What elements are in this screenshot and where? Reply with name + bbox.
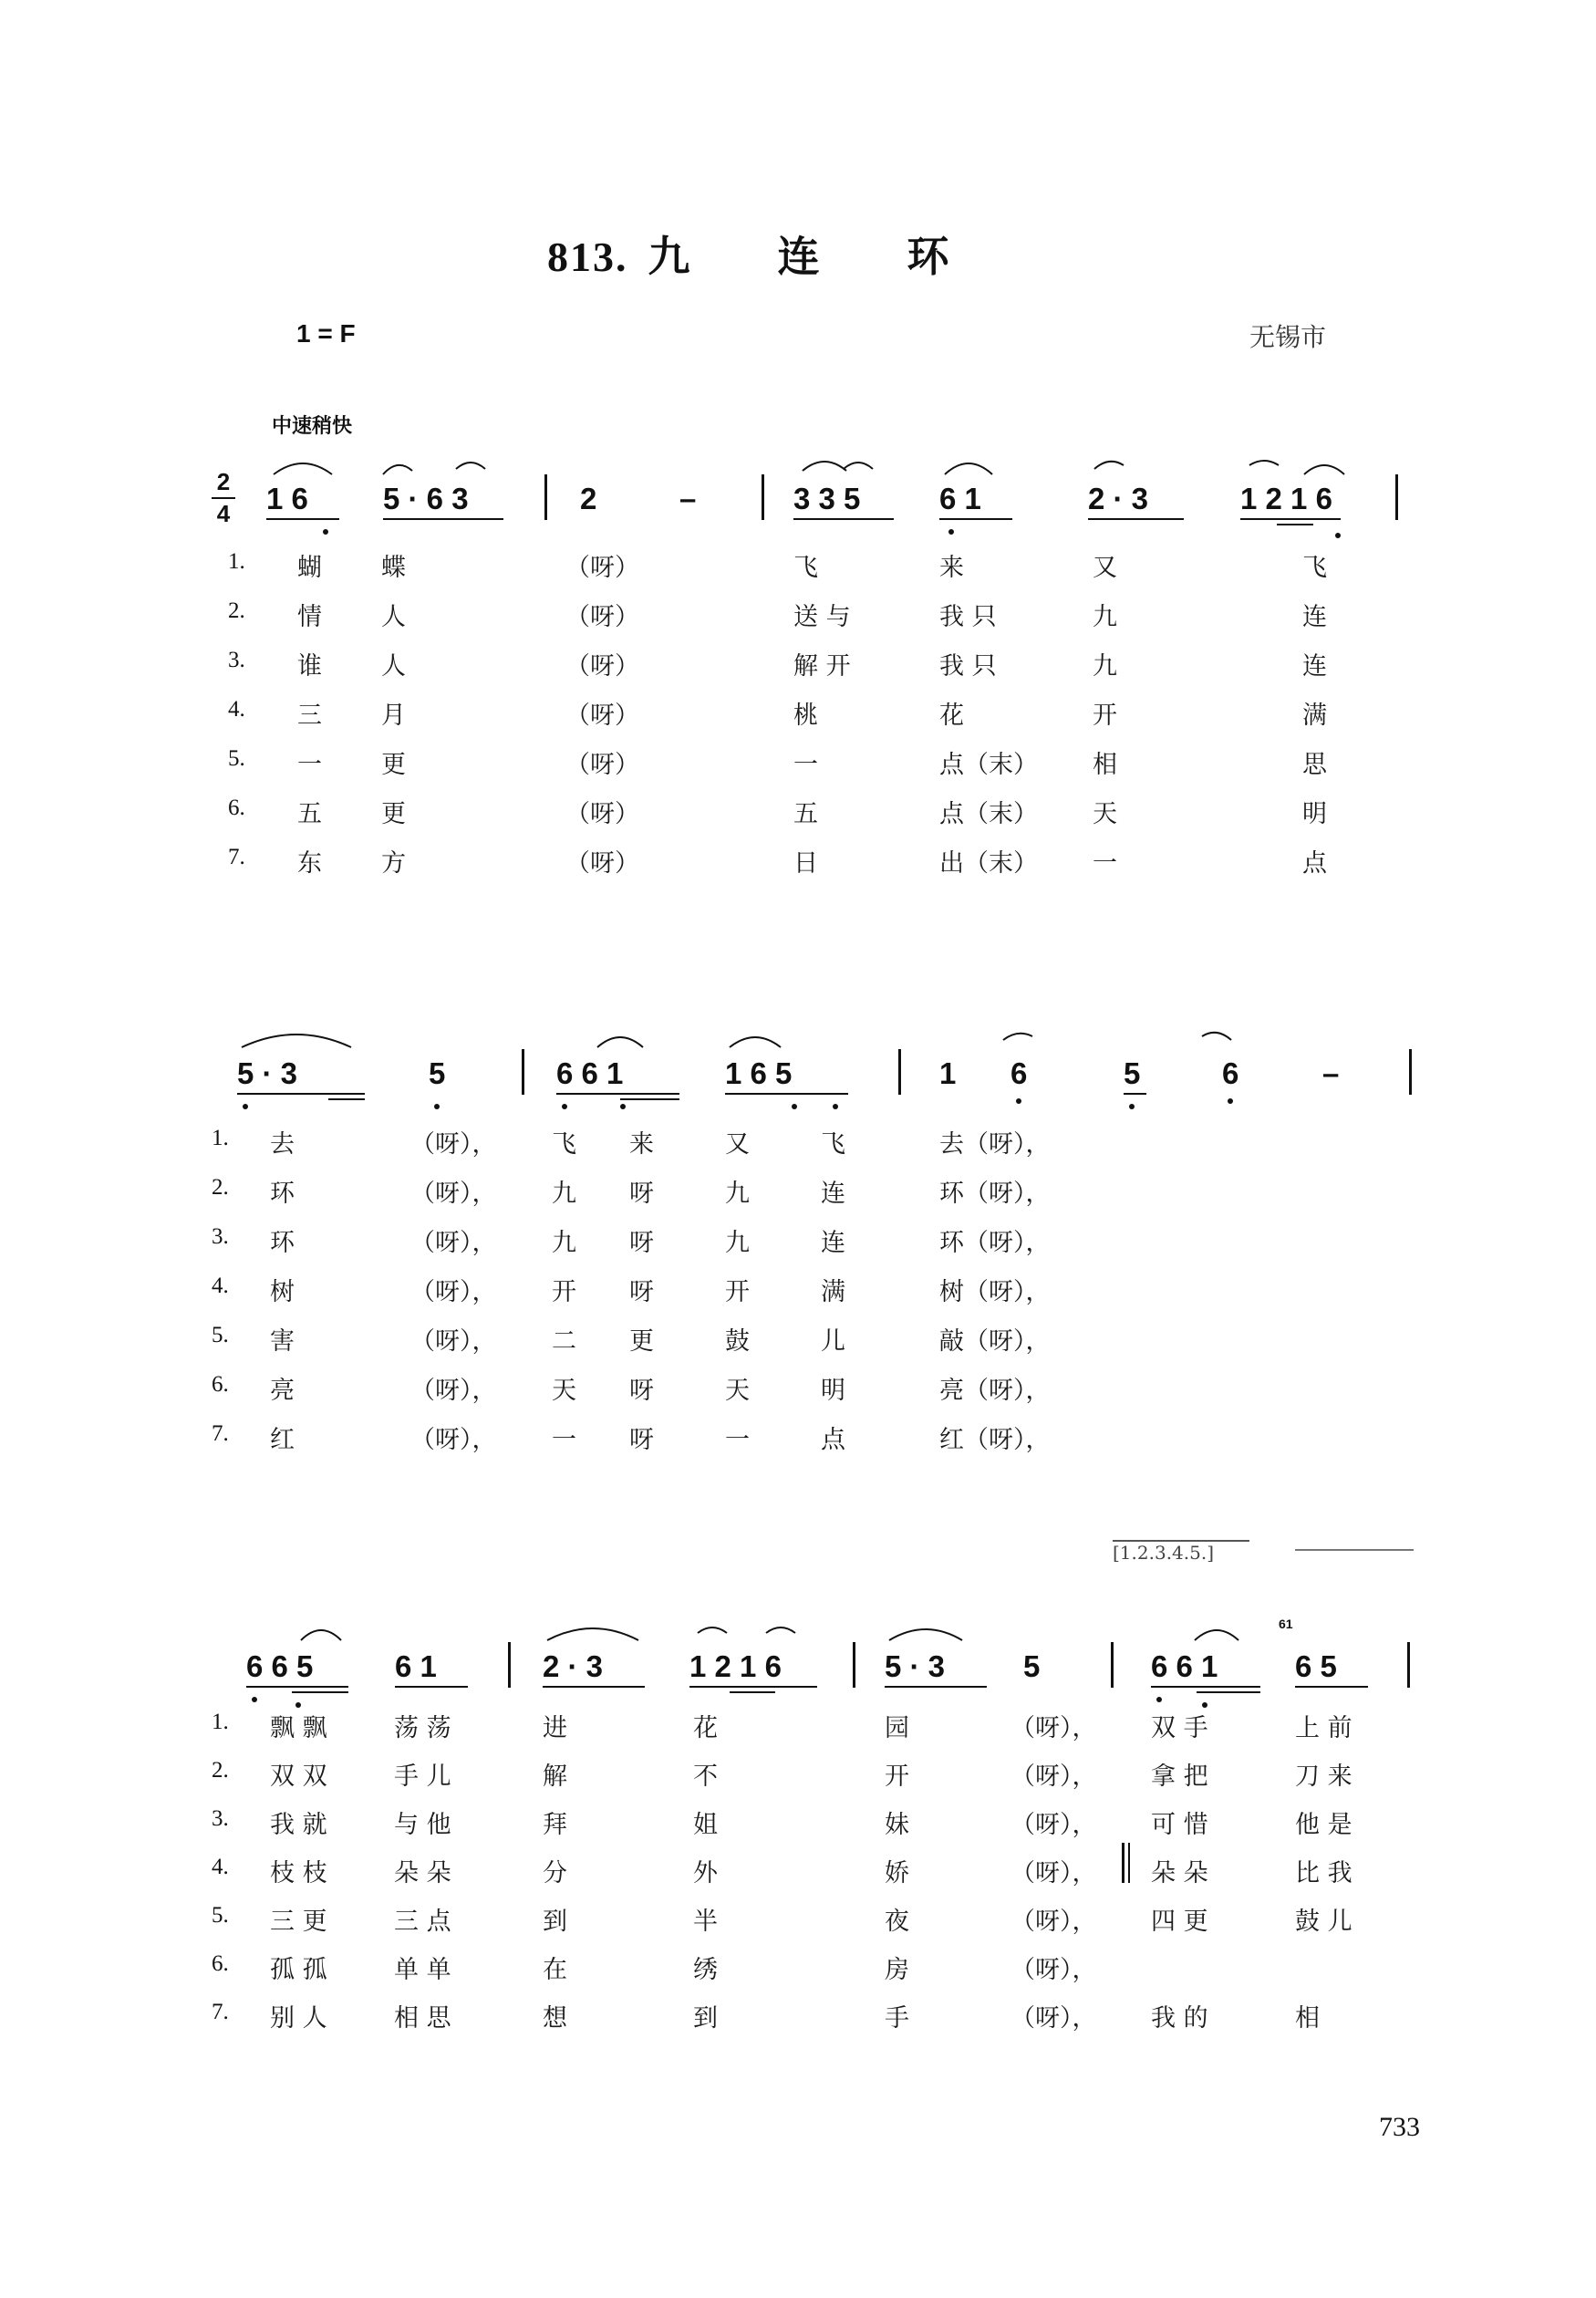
- note-group: 5 · 3: [237, 1056, 298, 1090]
- title-number: 813.: [547, 234, 628, 280]
- lyric-syllable: 一: [725, 1426, 750, 1454]
- lyric-syllable: 三 点: [394, 1908, 451, 1936]
- lyric-syllable: （呀）: [565, 603, 639, 631]
- lyric-syllable: 花: [939, 702, 964, 730]
- note-group: 1 6: [266, 482, 308, 515]
- note-group: 2: [580, 482, 597, 515]
- lyric-syllable: （呀），: [410, 1130, 497, 1159]
- lyric-syllable: 解 开: [793, 652, 851, 681]
- lyric-syllable: 飘 飘: [270, 1714, 327, 1742]
- lyric-syllable: 红（呀），: [939, 1426, 1051, 1454]
- verse-number: 6.: [228, 795, 245, 820]
- lyric-syllable: 出（末）: [939, 849, 1038, 878]
- lyric-syllable: 到: [543, 1908, 567, 1936]
- note-group: 6 6 1: [1151, 1649, 1218, 1683]
- note-group: 3 3 5: [793, 482, 861, 515]
- lyric-syllable: 亮: [270, 1377, 295, 1405]
- lyric-syllable: 红: [270, 1426, 295, 1454]
- note-group: 5: [1023, 1649, 1041, 1683]
- lyric-syllable: 九: [1093, 652, 1117, 681]
- lyric-syllable: 环: [270, 1180, 295, 1208]
- lyric-syllable: 来: [939, 554, 964, 582]
- verse-number: 5.: [228, 746, 245, 771]
- lyric-syllable: 点: [821, 1426, 845, 1454]
- lyric-syllable: 送 与: [793, 603, 851, 631]
- note-group: 5: [1124, 1056, 1141, 1090]
- lyric-syllable: 别 人: [270, 2004, 327, 2033]
- lyric-syllable: 一: [297, 751, 322, 779]
- lyric-syllable: 飞: [821, 1130, 845, 1159]
- verse-number: 7.: [212, 1421, 229, 1446]
- lyric-syllable: （呀）: [565, 702, 639, 730]
- lyric-syllable: 更: [629, 1327, 654, 1356]
- lyric-syllable: （呀），: [410, 1377, 497, 1405]
- lyric-syllable: 飞: [552, 1130, 576, 1159]
- lyric-syllable: 一: [1093, 849, 1117, 878]
- lyric-syllable: 娇: [885, 1859, 909, 1887]
- lyric-syllable: 九: [552, 1229, 576, 1257]
- lyric-syllable: （呀），: [410, 1180, 497, 1208]
- note-group: 6 5: [1295, 1649, 1337, 1683]
- title-char-3: 环: [907, 232, 951, 281]
- lyric-syllable: 九: [1093, 603, 1117, 631]
- lyric-syllable: 飞: [793, 554, 818, 582]
- repeat-ending-note: [1.2.3.4.5.]: [1113, 1542, 1215, 1564]
- verse-number: 4.: [212, 1855, 229, 1879]
- lyric-syllable: （呀），: [410, 1278, 497, 1306]
- lyric-syllable: 点: [1302, 849, 1327, 878]
- note-group: 1 6 5: [725, 1056, 793, 1090]
- lyric-syllable: 荡 荡: [394, 1714, 451, 1742]
- verse-number: 5.: [212, 1903, 229, 1928]
- lyric-syllable: 方: [381, 849, 406, 878]
- verse-number: 2.: [212, 1758, 229, 1783]
- lyric-syllable: 上 前: [1295, 1714, 1352, 1742]
- note-group: 1 2 1 6: [1240, 482, 1332, 515]
- lyric-syllable: （呀），: [1010, 1714, 1097, 1742]
- lyric-syllable: 思: [1302, 751, 1327, 779]
- verse-number: 4.: [228, 697, 245, 722]
- lyric-syllable: 不: [693, 1762, 718, 1791]
- lyric-syllable: 解: [543, 1762, 567, 1791]
- lyric-syllable: （呀）: [565, 751, 639, 779]
- lyric-syllable: 敲（呀），: [939, 1327, 1051, 1356]
- lyric-syllable: 呀: [629, 1229, 654, 1257]
- title-char-1: 九: [648, 232, 692, 281]
- lyric-syllable: 环（呀），: [939, 1180, 1051, 1208]
- lyric-syllable: 天: [725, 1377, 750, 1405]
- verse-number: 3.: [228, 648, 245, 672]
- lyric-syllable: （呀），: [1010, 1956, 1097, 1984]
- lyric-syllable: 开: [552, 1278, 576, 1306]
- verse-number: 1.: [212, 1126, 229, 1150]
- lyric-syllable: 点（末）: [939, 800, 1038, 828]
- lyric-syllable: 东: [297, 849, 322, 878]
- lyric-syllable: 外: [693, 1859, 718, 1887]
- lyric-syllable: 明: [821, 1377, 845, 1405]
- slur: [1304, 465, 1344, 474]
- note-group: 6: [1010, 1056, 1028, 1090]
- lyric-syllable: 飞: [1302, 554, 1327, 582]
- note-group: 2 · 3: [543, 1649, 604, 1683]
- slur: [1094, 462, 1124, 469]
- lyric-syllable: （呀）: [565, 652, 639, 681]
- lyric-syllable: （呀），: [410, 1426, 497, 1454]
- lyric-syllable: 进: [543, 1714, 567, 1742]
- lyric-syllable: 我 只: [939, 603, 997, 631]
- slur: [547, 1628, 638, 1640]
- verse-number: 3.: [212, 1224, 229, 1249]
- verse-number: 2.: [228, 598, 245, 623]
- lyric-syllable: 连: [821, 1180, 845, 1208]
- note-group: 1: [939, 1056, 957, 1090]
- lyric-syllable: 又: [725, 1130, 750, 1159]
- lyric-syllable: 人: [381, 603, 406, 631]
- lyric-syllable: 来: [629, 1130, 654, 1159]
- lyric-syllable: 连: [821, 1229, 845, 1257]
- lyric-syllable: 双 手: [1151, 1714, 1208, 1742]
- lyric-syllable: （呀），: [1010, 1859, 1097, 1887]
- lyric-syllable: 亮（呀），: [939, 1377, 1051, 1405]
- lyric-syllable: 相 思: [394, 2004, 451, 2033]
- lyric-syllable: （呀），: [1010, 1908, 1097, 1936]
- lyric-syllable: 天: [552, 1377, 576, 1405]
- page-number: 733: [1379, 2112, 1420, 2142]
- lyric-syllable: 三 更: [270, 1908, 327, 1936]
- slur: [597, 1037, 643, 1047]
- lyric-syllable: 点（末）: [939, 751, 1038, 779]
- lyric-syllable: 蝶: [381, 554, 406, 582]
- lyric-syllable: 四 更: [1151, 1908, 1208, 1936]
- note-group: 1 2 1 6: [689, 1649, 782, 1683]
- lyric-syllable: （呀）: [565, 849, 639, 878]
- lyric-syllable: 三: [297, 702, 322, 730]
- time-signature-bottom: 4: [216, 500, 231, 527]
- slur: [844, 463, 873, 469]
- lyric-syllable: 明: [1302, 800, 1327, 828]
- slur: [383, 465, 412, 474]
- lyric-syllable: 孤 孤: [270, 1956, 327, 1984]
- lyric-syllable: 连: [1302, 652, 1327, 681]
- note-group: 5 · 3: [885, 1649, 946, 1683]
- lyric-syllable: 房: [885, 1956, 909, 1984]
- lyric-syllable: 妹: [885, 1811, 909, 1839]
- lyric-syllable: 害: [270, 1327, 295, 1356]
- slur: [766, 1627, 795, 1633]
- lyric-syllable: 半: [693, 1908, 718, 1936]
- slur: [242, 1035, 351, 1047]
- slur: [698, 1627, 727, 1633]
- lyric-syllable: 环（呀），: [939, 1229, 1051, 1257]
- lyric-syllable: 桃: [793, 702, 818, 730]
- lyric-syllable: 树（呀），: [939, 1278, 1051, 1306]
- lyric-syllable: 五: [297, 800, 322, 828]
- lyric-syllable: 一: [552, 1426, 576, 1454]
- lyric-syllable: 拜: [543, 1811, 567, 1839]
- lyric-syllable: 呀: [629, 1426, 654, 1454]
- verse-number: 1.: [228, 549, 245, 574]
- dash-extension: –: [679, 482, 697, 515]
- note-group: 5 · 6 3: [383, 482, 469, 515]
- lyric-syllable: 日: [793, 849, 818, 878]
- lyric-syllable: 分: [543, 1859, 567, 1887]
- verse-number: 4.: [212, 1274, 229, 1298]
- key-signature: 1 = F: [296, 319, 356, 348]
- lyric-syllable: 朵 朵: [394, 1859, 451, 1887]
- lyric-syllable: 可 惜: [1151, 1811, 1208, 1839]
- lyric-syllable: 九: [725, 1180, 750, 1208]
- lyric-syllable: （呀）: [565, 554, 639, 582]
- lyric-syllable: 枝 枝: [270, 1859, 327, 1887]
- lyric-syllable: 绣: [693, 1956, 718, 1984]
- lyric-syllable: 与 他: [394, 1811, 451, 1839]
- lyric-syllable: 开: [1093, 702, 1117, 730]
- lyric-syllable: 单 单: [394, 1956, 451, 1984]
- slur: [1249, 461, 1279, 465]
- lyric-syllable: 去: [270, 1130, 295, 1159]
- lyric-syllable: 到: [693, 2004, 718, 2033]
- lyric-syllable: 想: [543, 2004, 567, 2033]
- lyric-syllable: 朵 朵: [1151, 1859, 1208, 1887]
- lyric-syllable: 更: [381, 751, 406, 779]
- verse-number: 6.: [212, 1951, 229, 1976]
- lyric-syllable: 环: [270, 1229, 295, 1257]
- lyric-syllable: 在: [543, 1956, 567, 1984]
- lyric-syllable: 蝴: [297, 554, 322, 582]
- note-group: 6 1: [939, 482, 981, 515]
- slur: [301, 1630, 341, 1640]
- grace-note: 61: [1279, 1617, 1293, 1631]
- lyric-syllable: （呀），: [1010, 1762, 1097, 1791]
- lyric-syllable: （呀）: [565, 800, 639, 828]
- lyric-syllable: 呀: [629, 1278, 654, 1306]
- lyric-syllable: 满: [821, 1278, 845, 1306]
- lyric-syllable: 相: [1093, 751, 1117, 779]
- time-signature-top: 2: [216, 468, 231, 495]
- slur: [456, 463, 485, 469]
- verse-number: 2.: [212, 1175, 229, 1200]
- lyric-syllable: 开: [885, 1762, 909, 1791]
- lyric-syllable: 花: [693, 1714, 718, 1742]
- verse-number: 5.: [212, 1323, 229, 1347]
- note-group: 2 · 3: [1088, 482, 1149, 515]
- lyric-syllable: （呀），: [410, 1229, 497, 1257]
- origin-label: 无锡市: [1249, 322, 1327, 352]
- note-group: 6 6 1: [556, 1056, 624, 1090]
- lyric-syllable: （呀），: [410, 1327, 497, 1356]
- lyric-syllable: 五: [793, 800, 818, 828]
- lyric-syllable: 我 只: [939, 652, 997, 681]
- lyric-syllable: 情: [297, 603, 322, 631]
- lyric-syllable: 夜: [885, 1908, 909, 1936]
- lyric-syllable: （呀），: [1010, 1811, 1097, 1839]
- verse-number: 6.: [212, 1372, 229, 1397]
- lyric-syllable: 呀: [629, 1180, 654, 1208]
- lyric-syllable: 双 双: [270, 1762, 327, 1791]
- lyric-syllable: 手: [885, 2004, 909, 2033]
- lyric-syllable: 相: [1295, 2004, 1320, 2033]
- lyric-syllable: 他 是: [1295, 1811, 1352, 1839]
- lyric-syllable: 儿: [821, 1327, 845, 1356]
- slur: [1003, 1034, 1032, 1040]
- slur: [274, 463, 332, 474]
- lyric-syllable: 拿 把: [1151, 1762, 1208, 1791]
- lyric-syllable: 一: [793, 751, 818, 779]
- lyric-syllable: 满: [1302, 702, 1327, 730]
- lyric-syllable: 开: [725, 1278, 750, 1306]
- lyric-syllable: 鼓: [725, 1327, 750, 1356]
- slur: [945, 463, 992, 474]
- lyric-syllable: 又: [1093, 554, 1117, 582]
- lyric-syllable: 我 的: [1151, 2004, 1208, 2033]
- lyric-syllable: 姐: [693, 1811, 718, 1839]
- verse-number: 1.: [212, 1710, 229, 1734]
- lyric-syllable: 九: [552, 1180, 576, 1208]
- lyric-syllable: 比 我: [1295, 1859, 1352, 1887]
- lyric-syllable: 月: [381, 702, 406, 730]
- note-group: 6 6 5: [246, 1649, 314, 1683]
- lyric-syllable: 手 儿: [394, 1762, 451, 1791]
- note-group: 6 1: [395, 1649, 437, 1683]
- title-char-2: 连: [777, 232, 822, 281]
- slur: [1202, 1033, 1231, 1040]
- lyric-syllable: 呀: [629, 1377, 654, 1405]
- lyric-syllable: 去（呀），: [939, 1130, 1051, 1159]
- slur: [1195, 1630, 1238, 1640]
- lyric-syllable: 人: [381, 652, 406, 681]
- slur: [730, 1037, 781, 1047]
- lyric-syllable: 刀 来: [1295, 1762, 1352, 1791]
- slur: [803, 462, 846, 471]
- lyric-syllable: 树: [270, 1278, 295, 1306]
- note-group: 6: [1222, 1056, 1239, 1090]
- lyric-syllable: 更: [381, 800, 406, 828]
- lyric-syllable: 九: [725, 1229, 750, 1257]
- lyric-syllable: 谁: [297, 652, 322, 681]
- verse-number: 3.: [212, 1806, 229, 1831]
- lyric-syllable: （呀），: [1010, 2004, 1097, 2033]
- lyric-syllable: 连: [1302, 603, 1327, 631]
- verse-number: 7.: [212, 2000, 229, 2024]
- lyric-syllable: 鼓 儿: [1295, 1908, 1352, 1936]
- verse-number: 7.: [228, 845, 245, 869]
- dash-extension: –: [1322, 1056, 1340, 1090]
- lyric-syllable: 我 就: [270, 1811, 327, 1839]
- lyric-syllable: 天: [1093, 800, 1117, 828]
- lyric-syllable: 园: [885, 1714, 909, 1742]
- lyric-syllable: 二: [552, 1327, 576, 1356]
- slur: [889, 1629, 962, 1640]
- note-group: 5: [429, 1056, 446, 1090]
- tempo-marking: 中速稍快: [272, 415, 353, 438]
